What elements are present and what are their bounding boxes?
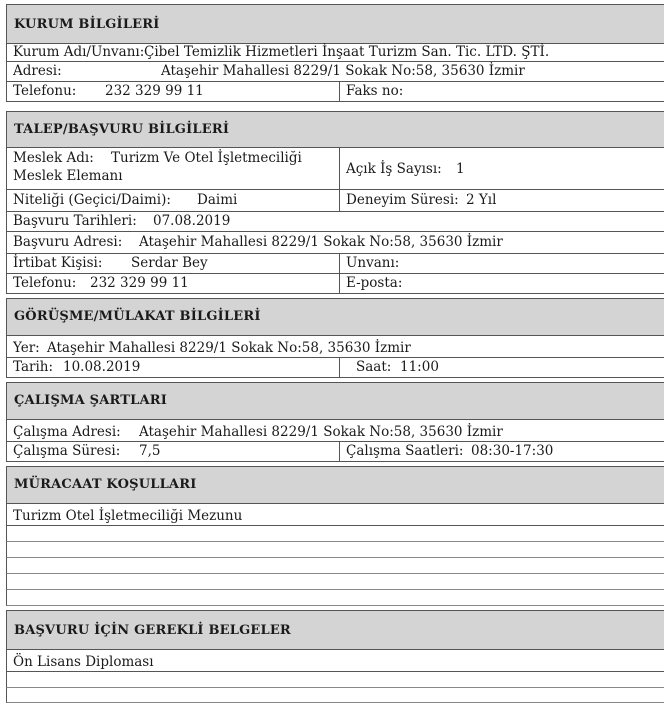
nitelik-label: Niteliği (Geçici/Daimi): — [13, 192, 171, 208]
tarih-row — [6, 358, 664, 378]
calisma-sure-value: 7,5 — [139, 443, 161, 459]
basvuru-tarih-value: 07.08.2019 — [153, 213, 231, 229]
kurum-adres-row — [6, 62, 664, 82]
tarih-cell — [7, 358, 339, 377]
basvuru-adres-value: Ataşehir Mahallesi 8229/1 Sokak No:58, 35630 İzmir — [139, 234, 503, 250]
calisma-saatleri-value: 08:30-17:30 — [471, 443, 554, 459]
section-title: KURUM BİLGİLERİ — [14, 17, 160, 32]
acik-is-label: Açık İş Sayısı: — [346, 161, 442, 177]
belgeler-line-1 — [6, 650, 664, 672]
telefon-value: 232 329 99 11 — [105, 83, 204, 99]
section-header-kurum — [6, 4, 664, 44]
deneyim-value: 2 Yıl — [466, 192, 497, 208]
telefon-label: Telefonu: — [13, 275, 77, 291]
meslek-cell — [7, 148, 339, 189]
calisma-adres-value: Ataşehir Mahallesi 8229/1 Sokak No:58, 35630 İzmir — [139, 424, 503, 440]
adres-value: Ataşehir Mahallesi 8229/1 Sokak No:58, 35630 İzmir — [161, 63, 525, 79]
saat-label: Saat: — [356, 359, 392, 375]
irtibat-row — [6, 254, 664, 274]
nitelik-cell — [7, 190, 339, 211]
blank-line — [6, 688, 664, 703]
blank-line — [6, 526, 664, 542]
calisma-saatleri-cell — [339, 442, 664, 461]
muracaat-line-1 — [6, 504, 664, 526]
talep-telefon-cell — [7, 274, 339, 293]
section-title: BAŞVURU İÇİN GEREKLİ BELGELER — [14, 623, 291, 638]
telefon-label: Telefonu: — [13, 83, 77, 99]
saat-cell — [339, 358, 664, 377]
tarih-label: Tarih: — [13, 359, 54, 375]
calisma-adres-label: Çalışma Adresi: — [13, 424, 121, 440]
section-header-talep — [6, 111, 664, 148]
calisma-sure-cell — [7, 442, 339, 461]
kurum-adi-value: Çibel Temizlik Hizmetleri İnşaat Turizm San. Tic. LTD. ŞTİ. — [144, 44, 550, 60]
acik-is-cell — [339, 148, 664, 189]
unvani-cell — [339, 254, 664, 273]
calisma-sure-row — [6, 442, 664, 462]
yer-row — [6, 336, 664, 358]
eposta-label: E-posta: — [346, 275, 403, 291]
nitelik-value: Daimi — [197, 192, 238, 208]
kurum-adi-row — [6, 44, 664, 62]
meslek-value-line1: Turizm Ve Otel İşletmeciliği — [111, 150, 302, 166]
telefon-value: 232 329 99 11 — [90, 275, 189, 291]
kurum-adi-label: Kurum Adı/Unvanı: — [13, 44, 145, 60]
blank-line — [6, 672, 664, 688]
faks-cell — [339, 82, 664, 101]
basvuru-tarih-label: Başvuru Tarihleri: — [13, 213, 137, 229]
deneyim-cell — [339, 190, 664, 211]
blank-line — [6, 558, 664, 574]
irtibat-cell — [7, 254, 339, 273]
saat-value: 11:00 — [400, 359, 439, 375]
meslek-label: Meslek Adı: — [13, 150, 94, 166]
acik-is-value: 1 — [456, 161, 465, 177]
belgeler-text: Ön Lisans Diploması — [13, 654, 154, 670]
section-title: TALEP/BAŞVURU BİLGİLERİ — [14, 122, 230, 137]
nitelik-row — [6, 190, 664, 212]
section-header-calisma — [6, 382, 664, 420]
section-title: MÜRACAAT KOŞULLARI — [14, 477, 197, 492]
meslek-value-line2: Meslek Elemanı — [13, 168, 123, 184]
calisma-adres-row — [6, 420, 664, 442]
basvuru-tarih-row — [6, 212, 664, 232]
irtibat-label: İrtibat Kişisi: — [13, 255, 103, 271]
calisma-sure-label: Çalışma Süresi: — [13, 443, 121, 459]
basvuru-adres-label: Başvuru Adresi: — [13, 234, 123, 250]
yer-value: Ataşehir Mahallesi 8229/1 Sokak No:58, 35630 İzmir — [47, 340, 411, 356]
unvani-label: Unvanı: — [346, 255, 400, 271]
muracaat-text: Turizm Otel İşletmeciliği Mezunu — [13, 508, 243, 524]
meslek-row — [6, 148, 664, 190]
blank-line — [6, 542, 664, 558]
section-header-belgeler — [6, 610, 664, 650]
deneyim-label: Deneyim Süresi: — [346, 192, 459, 208]
section-header-gorusme — [6, 298, 664, 336]
blank-line — [6, 590, 664, 606]
talep-telefon-row — [6, 274, 664, 294]
basvuru-adres-row — [6, 232, 664, 254]
calisma-saatleri-label: Çalışma Saatleri: — [346, 443, 464, 459]
telefon-cell — [7, 82, 339, 101]
irtibat-value: Serdar Bey — [131, 255, 208, 271]
section-title: GÖRÜŞME/MÜLAKAT BİLGİLERİ — [14, 309, 261, 324]
eposta-cell — [339, 274, 664, 293]
yer-label: Yer: — [13, 340, 40, 356]
tarih-value: 10.08.2019 — [63, 359, 141, 375]
faks-label: Faks no: — [346, 83, 404, 99]
adres-label: Adresi: — [13, 63, 62, 79]
kurum-telefon-row — [6, 82, 664, 102]
section-header-muracaat — [6, 466, 664, 504]
section-title: ÇALIŞMA ŞARTLARI — [14, 393, 168, 408]
blank-line — [6, 574, 664, 590]
